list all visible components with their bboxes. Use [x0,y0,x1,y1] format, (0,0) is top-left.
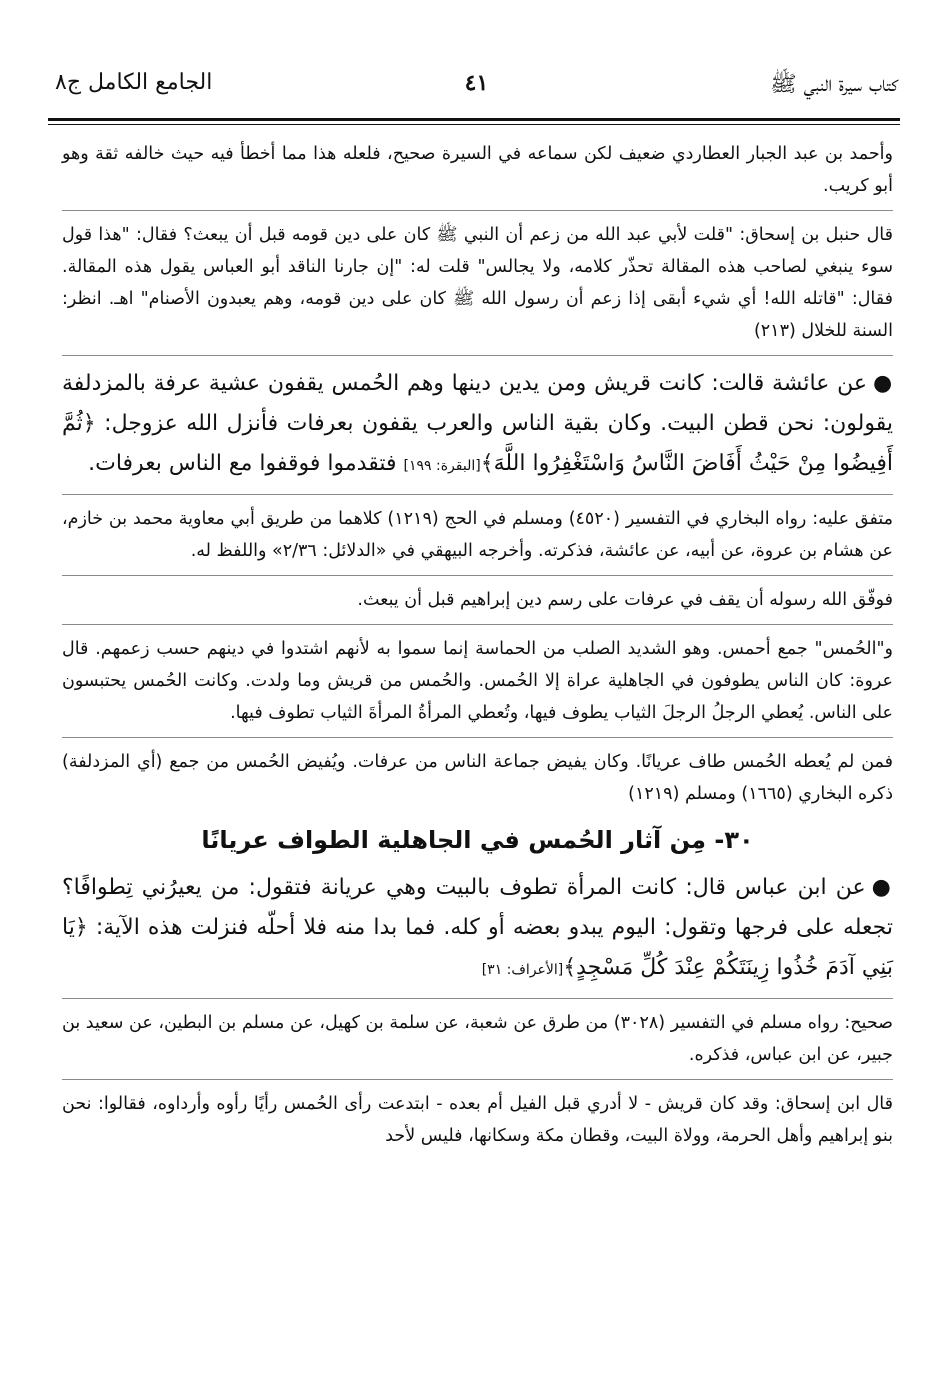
divider [62,737,893,738]
book-title: كتاب سيرة النبي ﷺ [770,72,898,97]
quran-verse: ﴿يَا بَنِي آدَمَ خُذُوا زِينَتَكُمْ عِنْدَ كُلِّ مَسْجِدٍ﴾ [62,915,893,980]
paragraph-takhrij: متفق عليه: رواه البخاري في التفسير (٤٥٢٠) ومسلم في الحج (١٢١٩) كلاهما من طريق أبي معاوية محمد بن خازم، عن هشام بن عروة، عن أبيه، عن عائشة، فذكرته. وأخرجه البيهقي في «الدلائل: ٢/٣٦» واللفظ له. [62,509,893,561]
divider [62,998,893,999]
paragraph-takhrij-muslim: صحيح: رواه مسلم في التفسير (٣٠٢٨) من طرق عن شعبة، عن سلمة بن كهيل، عن مسلم بن البطين، عن سعيد بن جبير، عن ابن عباس، فذكره. [62,1013,893,1065]
paragraph-ibn-ishaq: قال ابن إسحاق: وقد كان قريش - لا أدري قبل الفيل أم بعده - ابتدعت رأى الحُمس رأيًا رأوه وأرداوه، فقالوا: نحن بنو إبراهيم وأهل الحرمة، وولاة البيت، وقطان مكة وسكانها، فليس لأحد [62,1094,893,1146]
verse-citation: [الأعراف: ٣١] [481,962,564,978]
hadith-text-end: فتقدموا فوقفوا مع الناس بعرفات. [88,451,404,476]
paragraph-humus-continued: فمن لم يُعطه الحُمس طاف عريانًا. وكان يفيض جماعة الناس من عرفات. ويُفيض الحُمس من جمع (أي المزدلفة) ذكره البخاري (١٦٦٥) ومسلم (١٢١٩) [62,752,893,804]
paragraph-hanbal-quote: قال حنبل بن إسحاق: "قلت لأبي عبد الله من زعم أن النبي ﷺ كان على دين قومه قبل أن يبعث؟ فقال: "هذا قول سوء ينبغي لصاحب هذه المقالة تحذّر كلامه، ولا يجالس" قلت له: "إن جارنا الناقد أبو العباس يقول هذه المقالة. فقال: "قاتله الله! أي شيء أبقى إذا زعم أن رسول الله ﷺ كان على دين قومه، وهم يعبدون الأصنام" اهـ. انظر: السنة للخلال (٢١٣) [62,225,893,341]
hadith-aisha [62,364,893,486]
divider [62,1079,893,1080]
header-rule-thin [48,124,900,125]
paragraph-narrator-note: وأحمد بن عبد الجبار العطاردي ضعيف لكن سماعه في السيرة صحيح، فلعله هذا مما أخطأ فيه حيث خالفه ثقة وهو أبو كريب. [62,144,893,196]
page-number: ٤١ [464,70,489,96]
verse-citation: [البقرة: ١٩٩] [403,458,481,474]
divider [62,575,893,576]
paragraph-humus-definition: و"الحُمس" جمع أحمس. وهو الشديد الصلب من الحماسة إنما سموا به لأنهم اشتدوا في دينهم حسب زعمهم. قال عروة: كان الناس يطوفون في الجاهلية عراة إلا الحُمس. والحُمس من قريش وما ولدت. وكانت الحُمس يحتبسون على الناس. يُعطي الرجلُ الرجلَ الثياب يطوف فيها، وتُعطي المرأةُ المرأةَ الثياب تطوف فيها. [62,639,893,723]
divider [62,355,893,356]
hadith-text: عن ابن عباس قال: كانت المرأة تطوف بالبيت وهي عريانة فتقول: من يعيرُني تِطوافًا؟ تجعله على فرجها وتقول: اليوم يبدو بعضه أو كله. فما بدا منه فلا أحلّه فنزلت هذه الآية: [62,875,893,940]
page-content [62,138,893,1160]
section-heading: ٣٠- مِن آثار الحُمس في الجاهلية الطواف عريانًا [201,826,754,854]
bullet-icon: ● [873,371,893,396]
divider [62,624,893,625]
quran-verse: ﴿ثُمَّ أَفِيضُوا مِنْ حَيْثُ أَفَاضَ النَّاسُ وَاسْتَغْفِرُوا اللَّهَ﴾ [62,411,893,476]
page-header [55,70,898,110]
paragraph-comment: فوفّق الله رسوله أن يقف في عرفات على رسم دين إبراهيم قبل أن يبعث. [357,590,893,610]
series-title: الجامع الكامل ج٨ [55,70,213,95]
hadith-ibn-abbas [62,868,893,990]
bullet-icon: ● [871,875,893,900]
divider [62,494,893,495]
divider [62,210,893,211]
hadith-text: عن عائشة قالت: كانت قريش ومن يدين دينها وهم الحُمس يقفون عشية عرفة بالمزدلفة يقولون: نحن قطن البيت. وكان بقية الناس والعرب يقفون بعرفات فأنزل الله عزوجل: [62,371,893,436]
